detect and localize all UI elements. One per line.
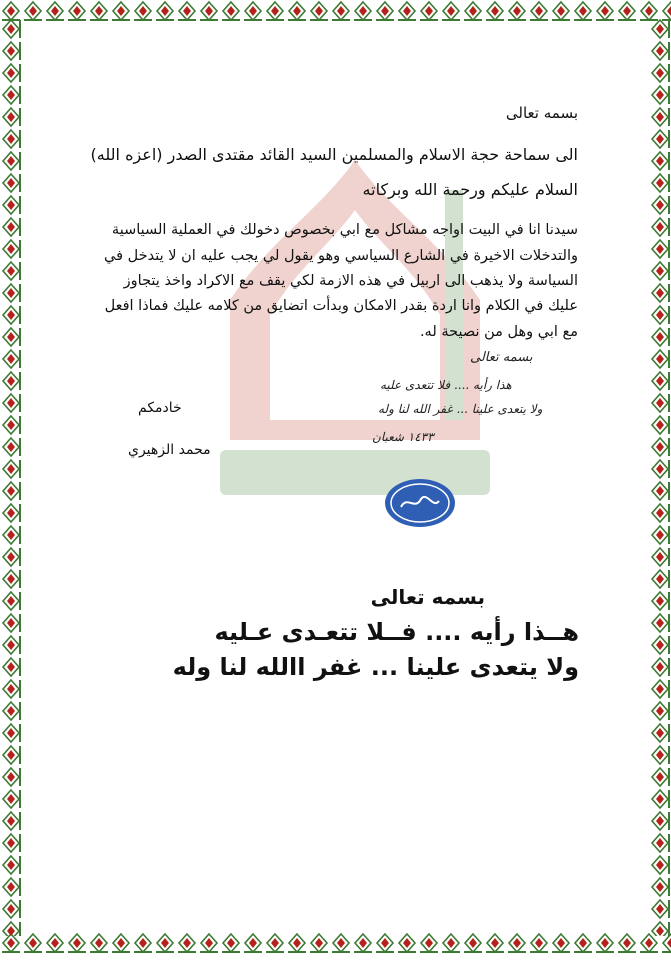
letter-body-line: والتدخلات الاخيرة في الشارع السياسي وهو يقول لي يجب عليه ان لا يتدخل في [104, 248, 578, 264]
letter-body-line: السياسة ولا يذهب الى اربيل في هذه الازمة لكي يقف مع الاكراد واخذ يتجاوز [123, 273, 578, 289]
handwritten-reply-line: ولا يتعدى علينا ... غفر الله لنا وله [378, 402, 543, 416]
decorative-border-right [649, 18, 671, 936]
letter-basmala: بسمه تعالى [505, 104, 578, 122]
handwritten-reply-basmala: بسمه تعالى [470, 350, 533, 365]
handwritten-reply-line: هذا رأيه .... فلا تتعدى عليه [380, 378, 512, 392]
letter-signoff: خادمكم [138, 400, 182, 416]
letter-body-line: مع ابي وهل من نصيحة له. [419, 324, 578, 340]
typed-reply-basmala: بسمه تعالى [370, 585, 485, 609]
letter-body-line: عليك في الكلام وانا اردة بقدر الامكان وبدأت اتضايق من كلامه عليك فماذا افعل [104, 298, 578, 314]
decorative-border-bottom [0, 932, 671, 954]
typed-reply-line: هــذا رأيه .... فــلا تتعـدى عـليه [214, 618, 579, 646]
letter-address: الى سماحة حجة الاسلام والمسلمين السيد القائد مقتدى الصدر (اعزه الله) [90, 145, 578, 164]
decorative-border-top [0, 0, 671, 22]
official-seal-icon [383, 477, 457, 529]
handwritten-reply-date: ١٤٣٣ شعبان [372, 430, 434, 444]
letter-greeting: السلام عليكم ورحمة الله وبركاته [362, 180, 578, 199]
decorative-border-left [0, 18, 22, 936]
typed-reply-line: ولا يتعدى علينا ... غفر االله لنا وله [172, 653, 579, 681]
letter-body-line: سيدنا انا في البيت اواجه مشاكل مع ابي بخصوص دخولك في العملية السياسية [111, 222, 578, 238]
letter-signer-name: محمد الزهيري [128, 442, 211, 458]
